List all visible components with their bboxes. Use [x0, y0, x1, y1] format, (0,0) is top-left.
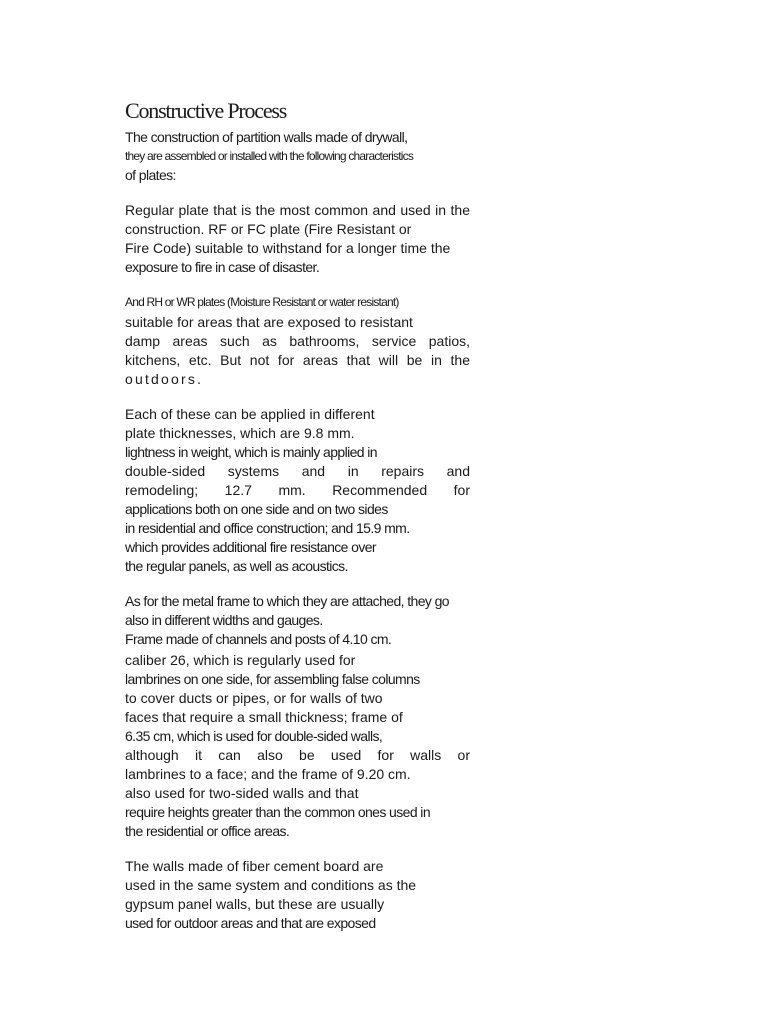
text-line: The walls made of fiber cement board are — [125, 858, 384, 874]
document-title: Constructive Process — [125, 98, 287, 123]
text-line: Regular plate that is the most common and used in the — [125, 202, 470, 218]
text-line: suitable for areas that are exposed to resistant — [125, 314, 413, 330]
text-line: also in different widths and gauges. — [125, 612, 323, 628]
text-line: lambrines to a face; and the frame of 9.20 cm. — [125, 766, 411, 782]
text-line: the regular panels, as well as acoustics. — [125, 558, 348, 574]
text-line: which provides additional fire resistance over — [125, 539, 376, 555]
text-line: caliber 26, which is regularly used for — [125, 652, 356, 668]
text-line: The construction of partition walls made of drywall, — [125, 129, 408, 145]
text-line: gypsum panel walls, but these are usually — [125, 896, 385, 912]
text-line: require heights greater than the common ones used in — [125, 804, 431, 820]
text-line: 6.35 cm, which is used for double-sided walls, — [125, 728, 383, 744]
text-line: used in the same system and conditions as the — [125, 877, 417, 893]
text-line: applications both on one side and on two sides — [125, 501, 388, 517]
text-line: damp areas such as bathrooms, service patios, — [125, 333, 470, 349]
text-line: double-sided systems and in repairs and — [125, 463, 470, 479]
text-line: outdoors. — [125, 371, 204, 387]
text-line: And RH or WR plates (Moisture Resistant or water resistant) — [125, 295, 399, 309]
text-line: in residential and office construction; and 15.9 mm. — [125, 520, 410, 536]
text-line: they are assembled or installed with the following characteristics — [125, 149, 414, 163]
text-line: also used for two-sided walls and that — [125, 785, 359, 801]
text-line: lambrines on one side, for assembling false columns — [125, 671, 420, 687]
text-line: As for the metal frame to which they are attached, they go — [125, 593, 449, 609]
text-line: Fire Code) suitable to withstand for a longer time the — [125, 240, 451, 256]
text-line: plate thicknesses, which are 9.8 mm. — [125, 425, 355, 441]
text-line: although it can also be used for walls or — [125, 747, 470, 763]
text-line: the residential or office areas. — [125, 823, 290, 839]
text-line: construction. RF or FC plate (Fire Resistant or — [125, 221, 412, 237]
text-line: remodeling; 12.7 mm. Recommended for — [125, 482, 470, 498]
text-line: exposure to fire in case of disaster. — [125, 259, 320, 275]
text-line: used for outdoor areas and that are exposed — [125, 915, 376, 931]
text-line: lightness in weight, which is mainly applied in — [125, 444, 377, 460]
text-line: Each of these can be applied in different — [125, 406, 375, 422]
text-line: faces that require a small thickness; frame of — [125, 709, 403, 725]
text-line: kitchens, etc. But not for areas that will be in the — [125, 352, 470, 368]
text-line: of plates: — [125, 167, 176, 183]
text-line: to cover ducts or pipes, or for walls of two — [125, 690, 383, 706]
text-line: Frame made of channels and posts of 4.10 cm. — [125, 631, 392, 647]
